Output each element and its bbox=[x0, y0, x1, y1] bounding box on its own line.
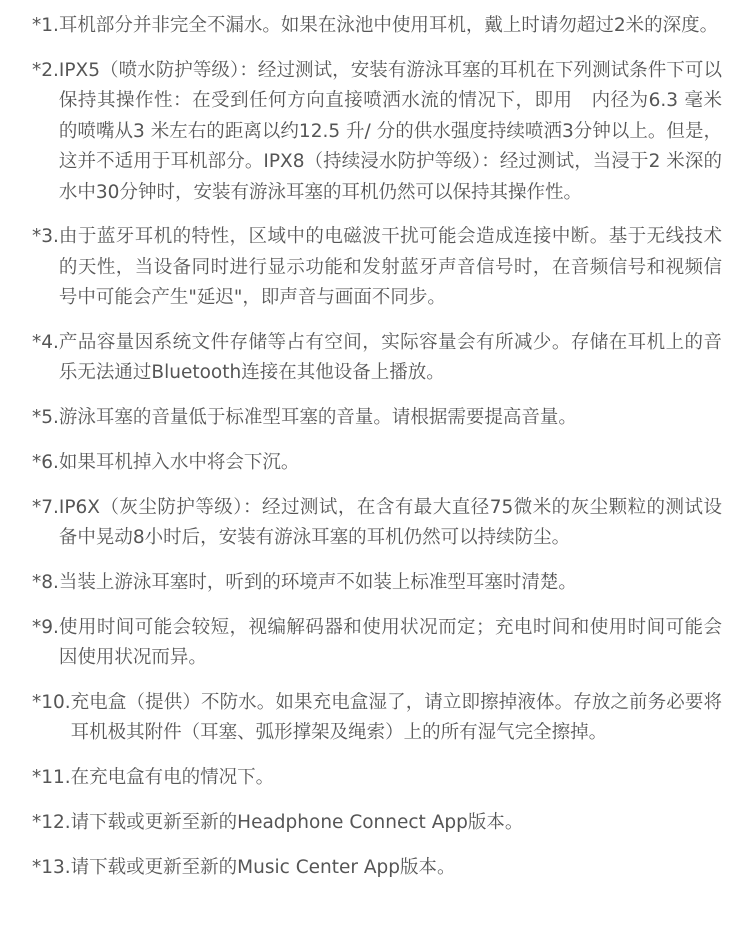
footnote-text: 充电盒（提供）不防水。如果充电盒湿了，请立即擦掉液体。存放之前务必要将耳机极其附件（耳塞、弧形撑架及绳索）上的所有湿气完全擦掉。 bbox=[70, 691, 722, 743]
footnote-marker: *11. bbox=[32, 766, 71, 788]
footnote-5 bbox=[32, 403, 722, 434]
footnote-6 bbox=[32, 448, 722, 479]
footnote-text: 产品容量因系统文件存储等占有空间，实际容量会有所减少。存储在耳机上的音乐无法通过Bluetooth连接在其他设备上播放。 bbox=[58, 331, 722, 383]
footnote-marker: *5. bbox=[32, 406, 59, 428]
footnote-text: 由于蓝牙耳机的特性，区域中的电磁波干扰可能会造成连接中断。基于无线技术的天性，当设备同时进行显示功能和发射蓝牙声音信号时，在音频信号和视频信号中可能会产生"延迟"，即声音与画面不同步。 bbox=[58, 226, 722, 308]
footnote-list bbox=[32, 11, 722, 898]
footnote-11 bbox=[32, 763, 722, 794]
footnote-text: IP6X（灰尘防护等级）：经过测试，在含有最大直径75微米的灰尘颗粒的测试设备中晃动8小时后，安装有游泳耳塞的耳机仍然可以持续防尘。 bbox=[58, 496, 722, 548]
footnote-marker: *6. bbox=[32, 451, 59, 473]
footnote-text: IPX5（喷水防护等级）：经过测试，安装有游泳耳塞的耳机在下列测试条件下可以保持其操作性：在受到任何方向直接喷洒水流的情况下，即用 内径为6.3 毫米的喷嘴从3 米左右的距离以约12.5 升/ 分的供水强度持续喷洒3分钟以上。但是，这并不适用于耳机部分。IPX8（持续浸水防护等级）：经过测试，当浸于2 米深的水中30分钟时，安装有游泳耳塞的耳机仍然可以保持其操作性。 bbox=[58, 59, 722, 203]
footnote-text: 请下载或更新至新的Music Center App版本。 bbox=[70, 856, 456, 878]
footnote-text: 使用时间可能会较短，视编解码器和使用状况而定；充电时间和使用时间可能会因使用状况而异。 bbox=[58, 616, 722, 668]
footnote-13 bbox=[32, 853, 722, 884]
footnote-marker: *13. bbox=[32, 856, 71, 878]
footnote-12 bbox=[32, 808, 722, 839]
footnote-text: 游泳耳塞的音量低于标准型耳塞的音量。请根据需要提高音量。 bbox=[58, 406, 577, 428]
footnote-text: 耳机部分并非完全不漏水。如果在泳池中使用耳机，戴上时请勿超过2米的深度。 bbox=[58, 15, 719, 36]
footnote-10 bbox=[32, 688, 722, 749]
footnote-7 bbox=[32, 493, 722, 554]
footnote-8 bbox=[32, 568, 722, 599]
footnote-marker: *9. bbox=[32, 616, 59, 638]
footnote-text: 在充电盒有电的情况下。 bbox=[70, 766, 275, 788]
footnote-marker: *7. bbox=[32, 496, 59, 518]
footnote-text: 如果耳机掉入水中将会下沉。 bbox=[58, 451, 300, 473]
footnote-9 bbox=[32, 613, 722, 674]
footnote-marker: *3. bbox=[32, 226, 59, 247]
footnote-marker: *12. bbox=[32, 811, 71, 833]
footnote-marker: *10. bbox=[32, 691, 71, 713]
footnote-3 bbox=[32, 222, 722, 314]
footnote-text: 请下载或更新至新的Headphone Connect App版本。 bbox=[70, 811, 524, 833]
footnote-marker: *2. bbox=[32, 59, 59, 81]
footnote-marker: *1. bbox=[32, 15, 59, 36]
footnote-marker: *4. bbox=[32, 331, 59, 353]
footnote-text: 当装上游泳耳塞时，听到的环境声不如装上标准型耳塞时清楚。 bbox=[58, 571, 577, 593]
footnote-1 bbox=[32, 11, 722, 42]
footnote-4 bbox=[32, 328, 722, 389]
footnote-marker: *8. bbox=[32, 571, 59, 593]
footnote-2 bbox=[32, 56, 722, 209]
